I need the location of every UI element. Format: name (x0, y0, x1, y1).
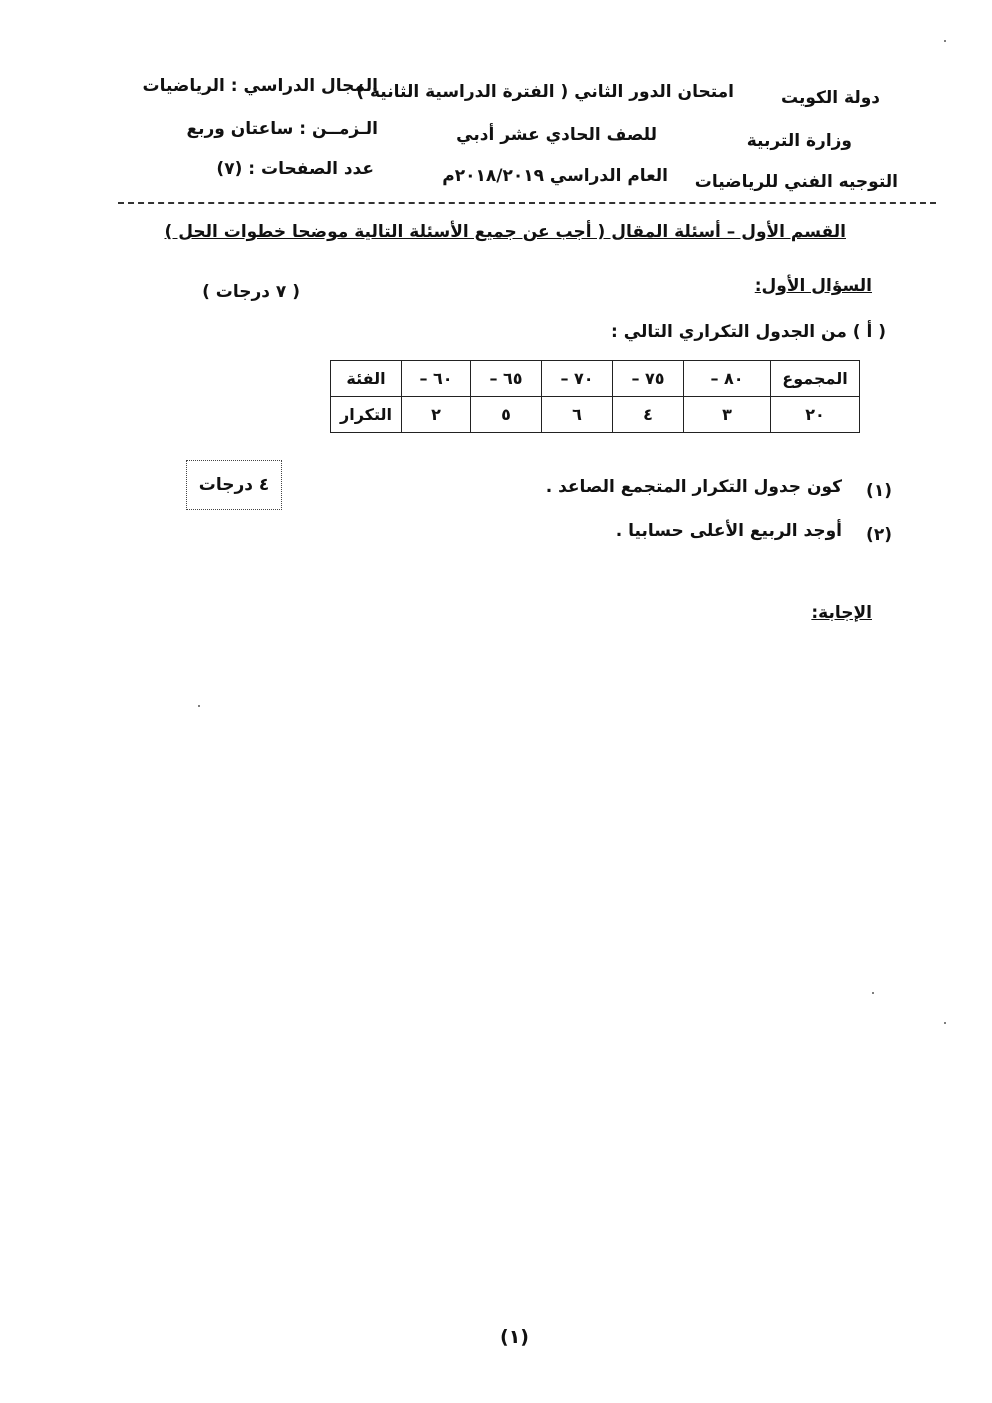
table-row-classes (331, 361, 860, 397)
header-page-count: عدد الصفحات : (٧) (216, 159, 374, 179)
table-cell-frequency: ٣ (684, 397, 771, 433)
scan-speck (872, 992, 874, 994)
table-cell-class: ٦٥ – (471, 361, 542, 397)
item-text: كون جدول التكرار المتجمع الصاعد . (545, 477, 842, 497)
header-divider (118, 202, 936, 204)
header-academic-year: العام الدراسي ٢٠١٨/٢٠١٩م (442, 166, 668, 186)
header-ministry: وزارة التربية (746, 131, 852, 151)
section-title: القسم الأول – أسئلة المقال ( أجب عن جميع الأسئلة التالية موضحا خطوات الحل ) (164, 222, 846, 242)
scan-speck (944, 1022, 946, 1024)
sub-marks-box (186, 460, 282, 510)
frequency-table (330, 360, 860, 433)
table-cell-class: ٧٥ – (613, 361, 684, 397)
question-label: السؤال الأول: (754, 276, 872, 296)
item-text: أوجد الربيع الأعلى حسابيا . (615, 521, 842, 541)
question-marks: ( ٧ درجات ) (202, 282, 300, 302)
page-number: (١) (500, 1326, 529, 1348)
header-duration: الـزمــن : ساعتان وربع (186, 119, 378, 139)
table-cell-total: ٢٠ (771, 397, 860, 433)
table-row-header-frequency: التكرار (331, 397, 402, 433)
scan-speck (944, 40, 946, 42)
item-number: (٢) (866, 525, 892, 545)
table-cell-class: ٨٠ – (684, 361, 771, 397)
table-cell-total-header: المجموع (771, 361, 860, 397)
part-a-prompt: ( أ ) من الجدول التكراري التالي : (611, 322, 886, 342)
header-subject: المجال الدراسي : الرياضيات (142, 76, 378, 96)
table-cell-frequency: ٥ (471, 397, 542, 433)
table-cell-frequency: ٢ (402, 397, 471, 433)
header-country: دولة الكويت (780, 88, 880, 108)
sub-marks-label: ٤ درجات (198, 475, 270, 495)
header-exam-title: امتحان الدور الثاني ( الفترة الدراسية الثانية ) (356, 82, 734, 102)
table-cell-frequency: ٤ (613, 397, 684, 433)
table-cell-frequency: ٦ (542, 397, 613, 433)
header-supervision: التوجيه الفني للرياضيات (694, 172, 898, 192)
header-grade: للصف الحادي عشر أدبي (456, 125, 657, 145)
item-number: (١) (866, 481, 892, 501)
answer-label: الإجابة: (811, 603, 872, 623)
table-cell-class: ٦٠ – (402, 361, 471, 397)
scan-speck (198, 705, 200, 707)
table-row-frequencies (331, 397, 860, 433)
table-row-header-class: الفئة (331, 361, 402, 397)
table-cell-class: ٧٠ – (542, 361, 613, 397)
